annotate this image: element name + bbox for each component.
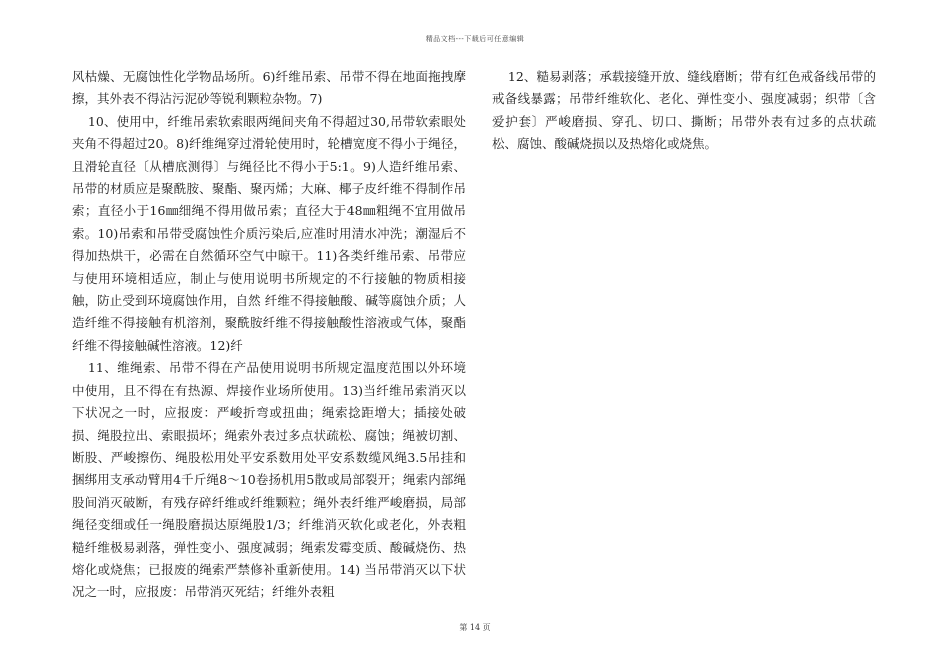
paragraph-item-10: 10、使用中，纤维吊索软索眼两绳间夹角不得超过30,吊带软索眼处夹角不得超过20。8)纤维绳穿过滑轮使用时，轮槽宽度不得小于绳径，且滑轮直径〔从槽底测得〕与绳径比不得小于5:1。9)人造纤维吊索、吊带的材质应是聚酰胺、聚酯、聚丙烯；大麻、椰子皮纤维不得制作吊索；直径小于16㎜细绳不得用做吊索；直径大于48㎜粗绳不宜用做吊索。10)吊索和吊带受腐蚀性介质污染后,应准时用清水冲洗；潮湿后不得加热烘干，必需在自然循环空气中晾干。11)各类纤维吊索、吊带应与使用环境相适应，制止与使用说明书所规定的不行接触的物质相接触，防止受到环境腐蚀作用，自然 纤维不得接触酸、碱等腐蚀介质；人造纤维不得接触有机溶剂，聚酰胺纤维不得接触酸性溶液或气体，聚酯纤维不得接触碱性溶液。12)纤	[72, 113, 466, 353]
paragraph-item-12: 12、糙易剥落；承载接缝开放、缝线磨断；带有红色戒备线吊带的戒备线暴露；吊带纤维软化、老化、弹性变小、强度减弱；织带〔含爱护套〕严峻磨损、穿孔、切口、撕断；吊带外表有过多的点状疏松、腐蚀、酸碱烧损以及热熔化或烧焦。	[492, 69, 876, 152]
page-number: 第 14 页	[459, 623, 491, 632]
page-header: 精品文档---下载后可任意编辑	[425, 35, 525, 43]
paragraph-continuation: 风枯燥、无腐蚀性化学物品场所。6)纤维吊索、吊带不得在地面拖拽摩擦，其外表不得沾污泥砂等锐利颗粒杂物。7)	[72, 69, 466, 107]
right-column	[492, 66, 876, 156]
left-column	[72, 66, 466, 604]
paragraph-item-11: 11、维绳索、吊带不得在产品使用说明书所规定温度范围以外环境中使用，且不得在有热源、焊接作业场所使用。13)当纤维吊索消灭以下状况之一时，应报废：严峻折弯或扭曲；绳索捻距增大；插接处破损、绳股拉出、索眼损坏；绳索外表过多点状疏松、腐蚀；绳被切割、断股、严峻擦伤、绳股松用处平安系数用处平安系数缆风绳3.5吊挂和捆绑用支承动臂用4千斤绳8～10卷扬机用5散或局部裂开；绳索内部绳股间消灭破断，有残存碎纤维或纤维颗粒；绳外表纤维严峻磨损，局部绳径变细或任一绳股磨损达原绳股1/3；纤维消灭软化或老化，外表粗糙纤维极易剥落，弹性变小、强度减弱；绳索发霉变质、酸碱烧伤、热熔化或烧焦；已报废的绳索严禁修补重新使用。14) 当吊带消灭以下状况之一时，应报废：吊带消灭死结；纤维外表粗	[72, 360, 466, 600]
